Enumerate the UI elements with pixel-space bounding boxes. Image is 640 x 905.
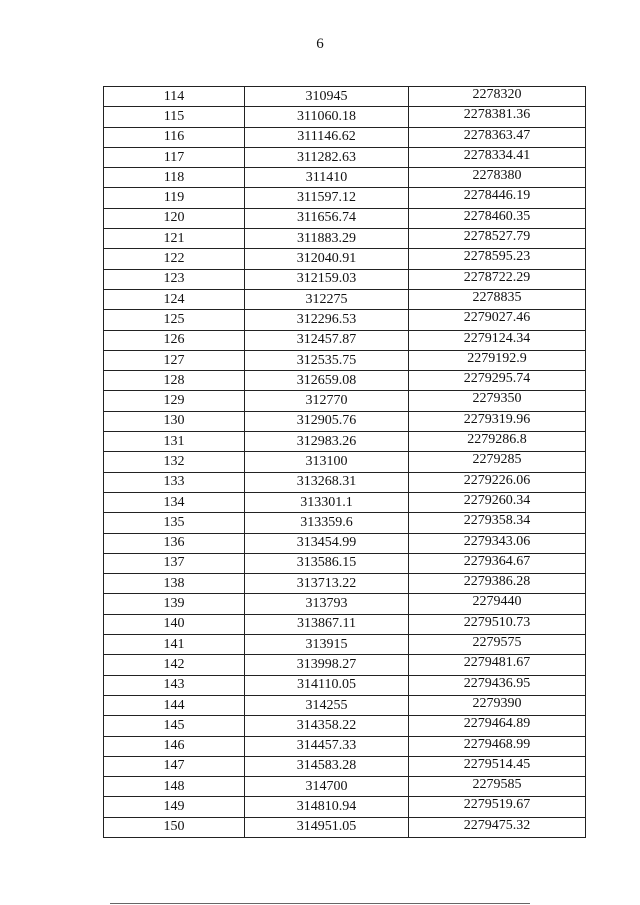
table-row: [104, 147, 586, 167]
x-coordinate-cell: 314951.05: [245, 817, 409, 837]
x-coordinate-cell: 312905.76: [245, 411, 409, 431]
point-number-cell: 131: [104, 432, 245, 452]
point-number-cell: 136: [104, 533, 245, 553]
table-row: [104, 594, 586, 614]
table-row: [104, 127, 586, 147]
table-row: [104, 635, 586, 655]
y-coordinate-cell: 2279510.73: [409, 614, 586, 634]
y-coordinate-cell: 2279585: [409, 777, 586, 797]
table-row: [104, 452, 586, 472]
y-coordinate-cell: 2278363.47: [409, 127, 586, 147]
point-number-cell: 123: [104, 269, 245, 289]
x-coordinate-cell: 311656.74: [245, 208, 409, 228]
y-coordinate-cell: 2279475.32: [409, 817, 586, 837]
x-coordinate-cell: 313359.6: [245, 513, 409, 533]
point-number-cell: 141: [104, 635, 245, 655]
table-row: [104, 756, 586, 776]
coordinates-table-container: [103, 86, 585, 838]
point-number-cell: 142: [104, 655, 245, 675]
point-number-cell: 143: [104, 675, 245, 695]
table-row: [104, 168, 586, 188]
y-coordinate-cell: 2279285: [409, 452, 586, 472]
y-coordinate-cell: 2279519.67: [409, 797, 586, 817]
point-number-cell: 120: [104, 208, 245, 228]
table-row: [104, 736, 586, 756]
x-coordinate-cell: 312159.03: [245, 269, 409, 289]
x-coordinate-cell: 313268.31: [245, 472, 409, 492]
table-row: [104, 310, 586, 330]
point-number-cell: 132: [104, 452, 245, 472]
page-number: 6: [316, 36, 324, 52]
table-row: [104, 188, 586, 208]
table-row: [104, 472, 586, 492]
point-number-cell: 149: [104, 797, 245, 817]
x-coordinate-cell: 313867.11: [245, 614, 409, 634]
table-row: [104, 107, 586, 127]
y-coordinate-cell: 2279575: [409, 635, 586, 655]
coordinates-table: [103, 86, 586, 838]
x-coordinate-cell: 314358.22: [245, 716, 409, 736]
x-coordinate-cell: 313915: [245, 635, 409, 655]
point-number-cell: 119: [104, 188, 245, 208]
x-coordinate-cell: 312983.26: [245, 432, 409, 452]
point-number-cell: 117: [104, 147, 245, 167]
y-coordinate-cell: 2279481.67: [409, 655, 586, 675]
table-row: [104, 411, 586, 431]
point-number-cell: 145: [104, 716, 245, 736]
table-row: [104, 208, 586, 228]
x-coordinate-cell: 313793: [245, 594, 409, 614]
point-number-cell: 138: [104, 574, 245, 594]
table-row: [104, 716, 586, 736]
point-number-cell: 126: [104, 330, 245, 350]
y-coordinate-cell: 2278527.79: [409, 229, 586, 249]
point-number-cell: 114: [104, 87, 245, 107]
point-number-cell: 115: [104, 107, 245, 127]
point-number-cell: 134: [104, 492, 245, 512]
x-coordinate-cell: 313998.27: [245, 655, 409, 675]
x-coordinate-cell: 310945: [245, 87, 409, 107]
y-coordinate-cell: 2278460.35: [409, 208, 586, 228]
point-number-cell: 137: [104, 553, 245, 573]
point-number-cell: 127: [104, 350, 245, 370]
table-row: [104, 513, 586, 533]
table-row: [104, 614, 586, 634]
table-row: [104, 675, 586, 695]
y-coordinate-cell: 2278380: [409, 168, 586, 188]
table-row: [104, 777, 586, 797]
x-coordinate-cell: 312457.87: [245, 330, 409, 350]
point-number-cell: 124: [104, 289, 245, 309]
y-coordinate-cell: 2279436.95: [409, 675, 586, 695]
table-row: [104, 432, 586, 452]
table-row: [104, 553, 586, 573]
table-row: [104, 533, 586, 553]
table-row: [104, 655, 586, 675]
point-number-cell: 135: [104, 513, 245, 533]
y-coordinate-cell: 2278722.29: [409, 269, 586, 289]
y-coordinate-cell: 2279390: [409, 695, 586, 715]
point-number-cell: 148: [104, 777, 245, 797]
y-coordinate-cell: 2279226.06: [409, 472, 586, 492]
y-coordinate-cell: 2279295.74: [409, 371, 586, 391]
y-coordinate-cell: 2279358.34: [409, 513, 586, 533]
point-number-cell: 133: [104, 472, 245, 492]
x-coordinate-cell: 313586.15: [245, 553, 409, 573]
y-coordinate-cell: 2279440: [409, 594, 586, 614]
y-coordinate-cell: 2279260.34: [409, 492, 586, 512]
y-coordinate-cell: 2279350: [409, 391, 586, 411]
x-coordinate-cell: 314457.33: [245, 736, 409, 756]
point-number-cell: 116: [104, 127, 245, 147]
x-coordinate-cell: 314810.94: [245, 797, 409, 817]
point-number-cell: 146: [104, 736, 245, 756]
x-coordinate-cell: 311146.62: [245, 127, 409, 147]
point-number-cell: 140: [104, 614, 245, 634]
y-coordinate-cell: 2279286.8: [409, 432, 586, 452]
x-coordinate-cell: 312040.91: [245, 249, 409, 269]
table-row: [104, 492, 586, 512]
point-number-cell: 130: [104, 411, 245, 431]
x-coordinate-cell: 313301.1: [245, 492, 409, 512]
x-coordinate-cell: 311597.12: [245, 188, 409, 208]
table-row: [104, 817, 586, 837]
x-coordinate-cell: 314255: [245, 695, 409, 715]
x-coordinate-cell: 312659.08: [245, 371, 409, 391]
point-number-cell: 150: [104, 817, 245, 837]
x-coordinate-cell: 314583.28: [245, 756, 409, 776]
x-coordinate-cell: 311060.18: [245, 107, 409, 127]
point-number-cell: 122: [104, 249, 245, 269]
point-number-cell: 121: [104, 229, 245, 249]
y-coordinate-cell: 2278835: [409, 289, 586, 309]
y-coordinate-cell: 2279364.67: [409, 553, 586, 573]
y-coordinate-cell: 2279124.34: [409, 330, 586, 350]
y-coordinate-cell: 2278334.41: [409, 147, 586, 167]
bottom-rule: [110, 903, 530, 904]
y-coordinate-cell: 2278595.23: [409, 249, 586, 269]
y-coordinate-cell: 2279192.9: [409, 350, 586, 370]
point-number-cell: 125: [104, 310, 245, 330]
x-coordinate-cell: 312275: [245, 289, 409, 309]
point-number-cell: 129: [104, 391, 245, 411]
table-body: [104, 87, 586, 838]
x-coordinate-cell: 311410: [245, 168, 409, 188]
table-row: [104, 371, 586, 391]
y-coordinate-cell: 2279468.99: [409, 736, 586, 756]
point-number-cell: 139: [104, 594, 245, 614]
table-row: [104, 330, 586, 350]
x-coordinate-cell: 313100: [245, 452, 409, 472]
point-number-cell: 144: [104, 695, 245, 715]
y-coordinate-cell: 2279386.28: [409, 574, 586, 594]
point-number-cell: 147: [104, 756, 245, 776]
table-row: [104, 350, 586, 370]
point-number-cell: 128: [104, 371, 245, 391]
y-coordinate-cell: 2279319.96: [409, 411, 586, 431]
table-row: [104, 797, 586, 817]
table-row: [104, 289, 586, 309]
y-coordinate-cell: 2279027.46: [409, 310, 586, 330]
y-coordinate-cell: 2278381.36: [409, 107, 586, 127]
point-number-cell: 118: [104, 168, 245, 188]
table-row: [104, 574, 586, 594]
y-coordinate-cell: 2278320: [409, 87, 586, 107]
table-row: [104, 87, 586, 107]
x-coordinate-cell: 312535.75: [245, 350, 409, 370]
table-row: [104, 695, 586, 715]
table-row: [104, 249, 586, 269]
x-coordinate-cell: 313713.22: [245, 574, 409, 594]
table-row: [104, 269, 586, 289]
x-coordinate-cell: 314110.05: [245, 675, 409, 695]
x-coordinate-cell: 311883.29: [245, 229, 409, 249]
table-row: [104, 391, 586, 411]
y-coordinate-cell: 2279343.06: [409, 533, 586, 553]
x-coordinate-cell: 314700: [245, 777, 409, 797]
y-coordinate-cell: 2279514.45: [409, 756, 586, 776]
x-coordinate-cell: 311282.63: [245, 147, 409, 167]
table-row: [104, 229, 586, 249]
x-coordinate-cell: 313454.99: [245, 533, 409, 553]
x-coordinate-cell: 312770: [245, 391, 409, 411]
y-coordinate-cell: 2279464.89: [409, 716, 586, 736]
x-coordinate-cell: 312296.53: [245, 310, 409, 330]
y-coordinate-cell: 2278446.19: [409, 188, 586, 208]
